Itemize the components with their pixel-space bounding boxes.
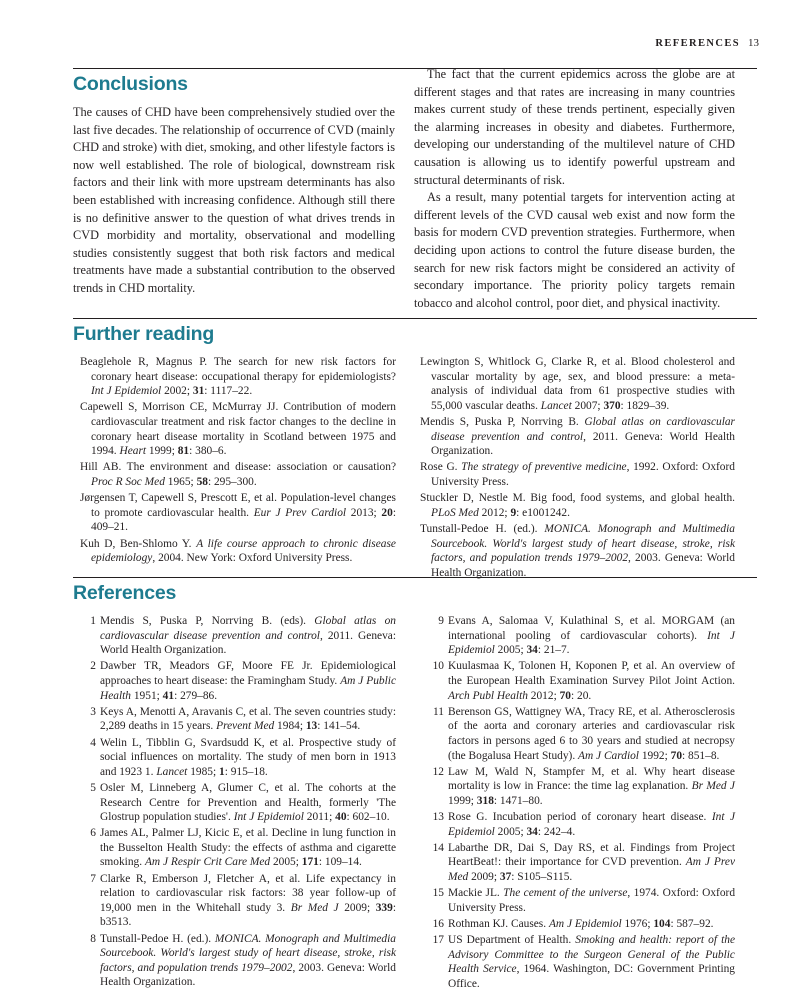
citation-authors-title: Mendis S, Puska P, Norrving B. bbox=[420, 415, 585, 428]
further-reading-item bbox=[420, 355, 735, 413]
citation-authors-title: Mendis S, Puska P, Norrving B. (eds). bbox=[100, 615, 315, 627]
citation-pages: : 1117–22. bbox=[204, 385, 253, 398]
further-reading-item bbox=[80, 491, 396, 535]
citation-year: 2005; bbox=[494, 644, 527, 657]
citation-journal: Int J Epidemiol bbox=[233, 811, 304, 824]
citation-year: 1976; bbox=[621, 918, 654, 931]
citation-journal: Heart bbox=[119, 445, 147, 458]
reference-number: 10 bbox=[432, 660, 444, 673]
citation-pages: : 915–18. bbox=[224, 765, 268, 778]
citation-pages: : 587–92. bbox=[670, 918, 714, 931]
further-reading-item bbox=[80, 400, 396, 458]
citation-authors-title: Berenson GS, Wattigney WA, Tracy RE, et al. Atherosclerosis of the aorta and coronary arteries and cardiovascular risk factors in persons aged 6 to 30 years and studied at necropsy (the Bogalusa Heart Study). bbox=[448, 705, 735, 762]
citation-pages: : 1829–39. bbox=[620, 399, 670, 412]
citation-pages: : 380–6. bbox=[189, 445, 227, 458]
citation-year: 2012; bbox=[478, 506, 511, 519]
conclusions-paragraph-2: The fact that the current epidemics across the globe are at different stages and that rates are increasing in many countries makes current study of these trends pertinent, especially given the alarming increases in obesity and diabetes. Furthermore, developing our understanding of the multilevel nature of CHD causation is allowing us to identify powerful upstream and structural determinants of risk. bbox=[414, 67, 735, 187]
reference-number: 3 bbox=[90, 705, 96, 718]
citation-year: 1965; bbox=[164, 475, 197, 488]
citation-pages: : 279–86. bbox=[174, 689, 218, 702]
reference-number: 8 bbox=[90, 932, 96, 945]
citation-pages: : 409–21. bbox=[91, 506, 396, 534]
reference-number: 7 bbox=[90, 872, 96, 885]
citation-authors-title: Labarthe DR, Dai S, Day RS, et al. Findings from Project HeartBeat!: their importance for CVD prevention. bbox=[448, 841, 735, 869]
citation-authors-title: Jørgensen T, Capewell S, Prescott E, et al. Population-level changes to promote cardiovascular health. bbox=[80, 492, 396, 519]
reference-number: 12 bbox=[432, 765, 444, 778]
running-head-label: REFERENCES bbox=[655, 38, 740, 49]
citation-authors-title: Osler M, Linneberg A, Glumer C, et al. The cohorts at the Research Centre for Prevention and Health, formerly 'The Glostrup population studies'. bbox=[100, 781, 396, 824]
reference-number: 14 bbox=[432, 841, 444, 854]
citation-volume: 70 bbox=[670, 749, 683, 762]
citation-year: , 2011. Geneva: World Health Organization. bbox=[431, 430, 735, 458]
citation-journal: Smoking and health: report of the Advisory Committee to the Surgeon General of the Public Health Service bbox=[448, 934, 735, 976]
citation-pages: : 21–7. bbox=[537, 644, 570, 657]
citation-pages: : 295–300. bbox=[207, 475, 257, 488]
citation-year: 2005; bbox=[494, 825, 527, 838]
citation-authors-title: Keys A, Menotti A, Aravanis C, et al. The seven countries study: 2,289 deaths in 15 years. bbox=[100, 705, 396, 733]
citation-volume: 13 bbox=[305, 720, 318, 733]
reference-item bbox=[432, 933, 735, 991]
further-reading-item bbox=[420, 460, 735, 489]
further-reading-left-list bbox=[80, 355, 396, 567]
citation-journal: Br Med J bbox=[290, 901, 339, 914]
citation-pages: : e1001242. bbox=[516, 506, 570, 519]
citation-pages: : 109–14. bbox=[318, 856, 362, 869]
citation-journal: Global atlas on cardiovascular disease prevention and control bbox=[100, 615, 396, 642]
reference-number: 2 bbox=[90, 660, 96, 673]
reference-number: 13 bbox=[432, 811, 444, 824]
citation-journal: Prevent Med bbox=[216, 720, 275, 733]
conclusions-right-column bbox=[414, 66, 735, 312]
citation-journal: Br Med J bbox=[691, 780, 735, 793]
reference-number: 1 bbox=[90, 615, 96, 627]
reference-item bbox=[432, 886, 735, 915]
citation-journal: Proc R Soc Med bbox=[91, 475, 165, 488]
citation-journal: MONICA. Monograph and Multimedia Sourcebook. World's largest study of heart disease, stroke, risk factors, and population trends 1979–2002 bbox=[100, 932, 396, 974]
citation-volume: 40 bbox=[335, 811, 347, 824]
citation-journal: Lancet bbox=[156, 765, 188, 778]
citation-volume: 37 bbox=[499, 871, 512, 884]
citation-journal: A life course approach to chronic disease epidemiology bbox=[91, 537, 396, 565]
citation-year: , 2004. New York: Oxford University Press. bbox=[152, 552, 353, 565]
citation-authors-title: Beaglehole R, Magnus P. The search for new risk factors for coronary heart disease: occupational therapy for epidemiologists? bbox=[80, 356, 396, 383]
reference-number: 6 bbox=[90, 827, 96, 840]
citation-pages: : 851–8. bbox=[682, 749, 720, 762]
citation-journal: MONICA. Monograph and Multimedia Sourcebook. World's largest study of heart disease, stroke, risk factors, and population trends 1979–2002 bbox=[431, 522, 735, 565]
heading-conclusions: Conclusions bbox=[73, 73, 188, 95]
running-head bbox=[655, 37, 759, 49]
citation-authors-title: Rose G. Incubation period of coronary heart disease. bbox=[448, 811, 712, 824]
citation-year: , 1974. Oxford: Oxford University Press. bbox=[448, 887, 736, 914]
reference-number: 9 bbox=[438, 615, 444, 627]
reference-item bbox=[84, 736, 396, 780]
citation-journal: The cement of the universe bbox=[503, 887, 628, 900]
reference-item bbox=[84, 932, 396, 990]
citation-volume: 370 bbox=[603, 399, 621, 412]
citation-year: 1984; bbox=[274, 720, 306, 733]
further-reading-item bbox=[420, 522, 735, 580]
citation-year: 2002; bbox=[161, 385, 193, 398]
citation-volume: 104 bbox=[653, 918, 671, 931]
citation-pages: : 1471–80. bbox=[493, 794, 543, 807]
reference-item bbox=[84, 705, 396, 734]
citation-volume: 58 bbox=[196, 475, 208, 488]
citation-year: , 2003. Geneva: World Health Organization. bbox=[100, 961, 397, 989]
citation-journal: Lancet bbox=[540, 399, 572, 412]
reference-item bbox=[432, 917, 735, 932]
citation-year: 1999; bbox=[448, 794, 477, 807]
reference-number: 15 bbox=[432, 887, 444, 900]
citation-authors-title: Stuckler D, Nestle M. Big food, food systems, and global health. bbox=[420, 492, 735, 505]
reference-item bbox=[84, 826, 396, 870]
citation-journal: Int J Epidemiol bbox=[91, 385, 162, 398]
citation-pages: : S105–S115. bbox=[511, 871, 573, 884]
citation-journal: Am J Respir Crit Care Med bbox=[144, 856, 271, 869]
reference-item bbox=[84, 614, 396, 658]
citation-year: 2012; bbox=[527, 689, 560, 702]
citation-authors-title: Lewington S, Whitlock G, Clarke R, et al. Blood cholesterol and vascular mortality by age, sex, and blood pressure: a meta-analysis of individual data from 61 prospective studies with 55,000 vascular deaths. bbox=[420, 356, 735, 412]
citation-authors-title: James AL, Palmer LJ, Kicic E, et al. Decline in lung function in the Busselton Health Study: the effects of asthma and cigarette smoking. bbox=[100, 827, 396, 869]
citation-authors-title: Kuulasmaa K, Tolonen H, Koponen P, et al. An overview of the European Health Examination Survey Pilot Joint Action. bbox=[448, 660, 735, 687]
citation-year: 1985; bbox=[187, 765, 219, 778]
citation-year: , 1964. Washington, DC: Government Printing Office. bbox=[448, 963, 735, 990]
citation-volume: 171 bbox=[301, 856, 319, 869]
citation-pages: : b3513. bbox=[100, 901, 396, 929]
references-left-list bbox=[84, 614, 396, 992]
citation-authors-title: Mackie JL. bbox=[448, 887, 504, 900]
citation-year: 1999; bbox=[146, 445, 178, 458]
heading-references: References bbox=[73, 582, 177, 604]
citation-year: 2009; bbox=[468, 871, 500, 884]
citation-year: 2013; bbox=[346, 506, 382, 519]
citation-volume: 20 bbox=[381, 506, 393, 519]
citation-volume: 31 bbox=[192, 385, 205, 398]
citation-year: 1992; bbox=[638, 749, 671, 762]
reference-item bbox=[84, 659, 396, 703]
further-reading-item bbox=[420, 415, 735, 459]
conclusions-paragraph-1: The causes of CHD have been comprehensively studied over the last five decades. The relationship of occurrence of CVD (mainly CHD and stroke) with diet, smoking, and other lifestyle factors is now well established. The role of biological, downstream risk factors and their link with more upstream determinants has also been established with increasing confidence. Although still there is no definitive answer to the question of what drives trends in CVD morbidity and mortality, observational and modelling studies consistently suggest that both risk factors and medical treatments have made a substantial contribution to the observed trends in CHD mortality. bbox=[73, 105, 395, 295]
heading-further-reading: Further reading bbox=[73, 323, 215, 345]
citation-pages: : 602–10. bbox=[346, 811, 390, 824]
citation-authors-title: Clarke R, Emberson J, Fletcher A, et al. Life expectancy in relation to cardiovascular risk factors: 38 year follow-up of 19,000 men in the Whitehall study 3. bbox=[100, 872, 396, 914]
citation-volume: 9 bbox=[510, 506, 517, 519]
conclusions-paragraph-3: As a result, many potential targets for intervention acting at different levels of the CVD causal web exist and now form the basis for modern CVD prevention strategies. Furthermore, when deciding upon actions to control the future disease burden, the search for new risk factors might be considered an activity of secondary importance. The priority policy targets remain tobacco and alcohol control, poor diet, and physical inactivity. bbox=[414, 190, 735, 310]
citation-pages: : 242–4. bbox=[537, 825, 576, 838]
section-rule-references bbox=[73, 577, 757, 578]
reference-item bbox=[84, 781, 396, 825]
citation-authors-title: Hill AB. The environment and disease: association or causation? bbox=[80, 461, 396, 474]
citation-volume: 34 bbox=[526, 825, 538, 838]
citation-year: 2007; bbox=[571, 399, 604, 412]
citation-year: 2009; bbox=[338, 901, 376, 914]
citation-authors-title: Tunstall-Pedoe H. (ed.). bbox=[100, 932, 215, 945]
citation-year: , 2003. Geneva: World Health Organization. bbox=[431, 552, 735, 579]
citation-volume: 70 bbox=[559, 689, 571, 702]
citation-journal: Am J Public Health bbox=[100, 674, 397, 702]
citation-journal: PLoS Med bbox=[431, 506, 479, 519]
citation-journal: Int J Epidemiol bbox=[448, 629, 735, 657]
reference-number: 16 bbox=[432, 918, 444, 931]
citation-journal: Am J Cardiol bbox=[578, 749, 639, 762]
citation-volume: 41 bbox=[162, 689, 175, 702]
citation-volume: 34 bbox=[526, 644, 538, 657]
reference-item bbox=[432, 841, 735, 885]
citation-volume: 339 bbox=[375, 901, 393, 914]
conclusions-left-column bbox=[73, 104, 395, 298]
citation-pages: : 141–54. bbox=[317, 720, 361, 733]
citation-journal: Global atlas on cardiovascular disease prevention and control bbox=[431, 415, 735, 443]
citation-journal: Am J Prev Med bbox=[448, 856, 736, 884]
further-reading-item bbox=[80, 460, 396, 489]
further-reading-item bbox=[80, 355, 396, 399]
citation-volume: 1 bbox=[219, 765, 225, 778]
citation-year: , 1992. Oxford: Oxford University Press. bbox=[431, 461, 735, 488]
reference-item bbox=[432, 659, 735, 703]
citation-authors-title: Capewell S, Morrison CE, McMurray JJ. Contribution of modern cardiovascular treatment and risk factor changes to the decline in coronary heart disease mortality in Scotland between 1975 and 1994. bbox=[80, 401, 396, 458]
citation-authors-title: Kuh D, Ben-Shlomo Y. bbox=[80, 537, 197, 550]
citation-journal: The strategy of preventive medicine bbox=[461, 461, 627, 474]
reference-number: 11 bbox=[433, 705, 444, 718]
citation-authors-title: Law M, Wald N, Stampfer M, et al. Why heart disease mortality is low in France: the time lag explanation. bbox=[448, 765, 735, 793]
citation-year: 1951; bbox=[131, 689, 163, 702]
reference-item bbox=[432, 705, 735, 763]
citation-authors-title: US Department of Health. bbox=[448, 934, 576, 947]
citation-journal: Am J Epidemiol bbox=[548, 918, 622, 931]
section-rule-further-reading bbox=[73, 318, 757, 319]
citation-authors-title: Tunstall-Pedoe H. (ed.). bbox=[420, 522, 545, 535]
citation-journal: Eur J Prev Cardiol bbox=[253, 506, 347, 519]
reference-item bbox=[432, 810, 735, 839]
citation-volume: 318 bbox=[476, 794, 494, 807]
citation-volume: 81 bbox=[177, 445, 190, 458]
page-number: 13 bbox=[748, 37, 759, 49]
citation-year: 2005; bbox=[270, 856, 302, 869]
further-reading-item bbox=[420, 491, 735, 520]
citation-authors-title: Welin L, Tibblin G, Svardsudd K, et al. Prospective study of social influences on mortality. The study of men born in 1913 and 1923 1. bbox=[100, 736, 396, 778]
further-reading-item bbox=[80, 537, 396, 566]
reference-number: 17 bbox=[432, 934, 444, 947]
citation-journal: Arch Publ Health bbox=[448, 689, 528, 702]
reference-number: 4 bbox=[90, 736, 96, 749]
citation-authors-title: Rothman KJ. Causes. bbox=[448, 918, 549, 931]
reference-item bbox=[432, 614, 735, 658]
references-right-list bbox=[432, 614, 735, 993]
citation-year: 2011; bbox=[303, 811, 336, 824]
citation-year: , 2011. Geneva: World Health Organization. bbox=[100, 629, 396, 657]
citation-authors-title: Rose G. bbox=[420, 461, 462, 474]
citation-authors-title: Dawber TR, Meadors GF, Moore FE Jr. Epidemiological approaches to heart disease: the Framingham Study. bbox=[100, 660, 396, 687]
citation-authors-title: Evans A, Salomaa V, Kulathinal S, et al. MORGAM (an international pooling of cardiovascular cohorts). bbox=[448, 615, 735, 642]
reference-number: 5 bbox=[90, 781, 96, 794]
citation-pages: : 20. bbox=[570, 689, 592, 702]
reference-item bbox=[84, 872, 396, 930]
citation-journal: Int J Epidemiol bbox=[448, 811, 735, 838]
reference-item bbox=[432, 765, 735, 809]
further-reading-right-list bbox=[420, 355, 735, 582]
